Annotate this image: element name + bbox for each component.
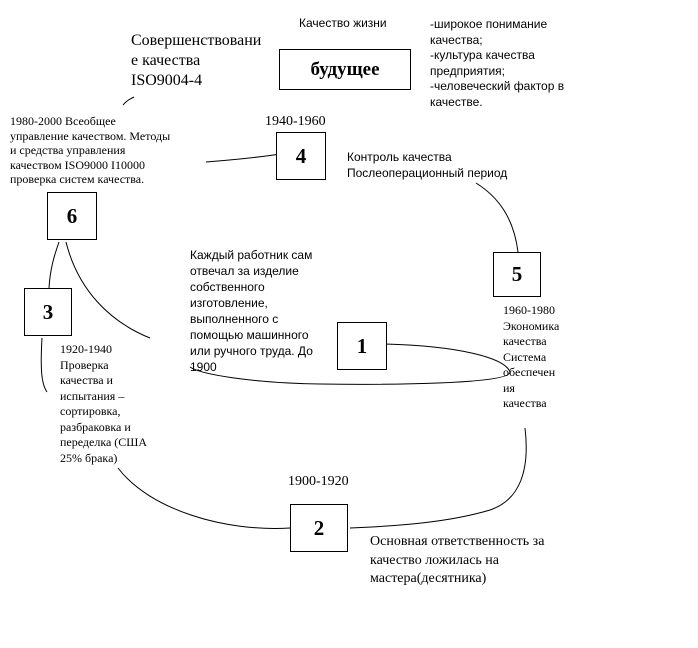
stage-3-box [24,288,72,336]
stage-2-description: Основная ответственность за качество ложилась на мастера(десятника) [370,534,545,586]
stage-1-description: Каждый работник сам отвечал за изделие собственного изготовление, выполненного с помощью машинного или ручного труда. До 1900 [190,248,313,374]
connector-5-to-2 [350,428,526,528]
stage-4-number: 4 [295,143,307,168]
stage-4-description: Контроль качества Послеоперационный период [347,150,508,180]
connector-5-to-4 [476,183,518,252]
stage-6-description: 1980-2000 Всеобщее управление качеством. Методы и средства управления качеством ISO9000 I10000 проверка систем качества. [10,114,171,186]
stage-1-box [337,322,387,370]
future-box [279,49,411,90]
stage-6-box [47,192,97,240]
connector-4-to-6-arc [206,154,280,162]
stage-6-number: 6 [66,203,78,228]
stage-5-number: 5 [511,262,523,286]
stage-5-box [493,252,541,297]
life-quality-label: Качество жизни [299,16,387,30]
future-notes: -широкое понимание качества; -культура качества предприятия; -человеческий фактор в качестве. [430,17,565,109]
stage-3-description: 1920-1940 Проверка качества и испытания – сортировка, разбраковка и переделка (США 25% брака) [60,342,148,465]
stage-2-box [290,504,348,552]
connector-6-to-1 [66,242,150,338]
future-label: будущее [310,58,380,80]
connector-2-to-3 [118,468,290,528]
stage-2-period: 1900-1920 [288,474,349,489]
stage-1-number: 1 [356,333,368,358]
improvement-label: Совершенствовани е качества ISO9004-4 [131,32,262,89]
connector-6-to-future [123,97,134,105]
stage-4-period: 1940-1960 [265,114,326,129]
stage-5-description: 1960-1980 Экономика качества Система обеспечен ия качества [503,303,560,410]
stage-3-number: 3 [42,299,54,324]
connector-3-to-6 [49,242,59,288]
stage-4-box [276,132,326,180]
stage-2-number: 2 [313,515,325,540]
connector-3-to-2-left [41,338,47,392]
